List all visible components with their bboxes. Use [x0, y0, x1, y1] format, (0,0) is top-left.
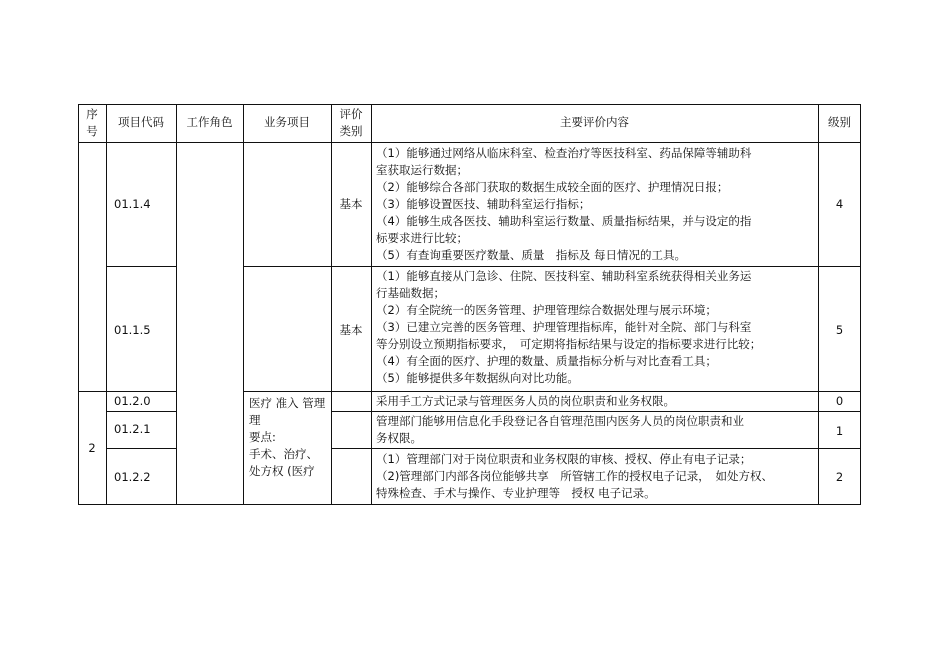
row-code: 01.2.0	[114, 394, 151, 408]
header-level: 级别	[828, 115, 851, 129]
row-level: 1	[835, 424, 844, 438]
row-code: 01.1.5	[114, 323, 151, 337]
row-level: 0	[835, 394, 844, 408]
row-content: （1）管理部门对于岗位职责和业务权限的审核、授权、停止有电子记录； （2)管理部门内部各岗位能够共享 所管辖工作的授权电子记录， 如处方权、 特殊检查、手术与操作、专业护理等 授权 电子记录。	[376, 452, 774, 500]
business-item: 医疗 准入 管理 理 要点: 手术、治疗、 处方权 (医疗	[249, 396, 326, 478]
row-code: 01.1.4	[114, 197, 151, 211]
header-code: 项目代码	[118, 115, 164, 129]
header-role: 工作角色	[186, 115, 233, 129]
row-content: 采用手工方式记录与管理医务人员的岗位职责和业务权限。	[376, 394, 675, 408]
row-code: 01.2.1	[114, 422, 151, 436]
header-content: 主要评价内容	[560, 115, 629, 129]
evaluation-table	[78, 104, 861, 504]
row-code: 01.2.2	[114, 470, 151, 484]
row-content: （1）能够通过网络从临床科室、检查治疗等医技科室、药品保障等辅助科 室获取运行数据； （2）能够综合各部门获取的数据生成较全面的医疗、护理情况日报； （3）能够设置医技、辅助科室运行指标； （4）能够生成各医技、辅助科室运行数量、质量指标结果，并与设定的指 标要求进行比较； （5）有查询重要医疗数量、质量 指标及 每日情况的工具。	[376, 146, 752, 262]
header-business: 业务项目	[264, 115, 310, 129]
group-seq: 2	[88, 441, 96, 455]
row-level: 2	[835, 470, 844, 484]
row-eval-type: 基本	[339, 323, 363, 337]
header-eval-type: 评价 类别	[339, 107, 363, 138]
header-seq: 序 号	[86, 107, 98, 138]
row-eval-type: 基本	[339, 197, 363, 211]
row-level: 5	[835, 323, 844, 337]
row-content: （1）能够直接从门急诊、住院、医技科室、辅助科室系统获得相关业务运 行基础数据； （2）有全院统一的医务管理、护理管理综合数据处理与展示环境； （3）已建立完善的医务管理、护理管理指标库，能针对全院、部门与科室 等分别设立预期指标要求， 可定期将指标结果与设定的指标要求进行比较； （4）有全面的医疗、护理的数量、质量指标分析与对比查看工具； （5）能够提供多年数据纵向对比功能。	[376, 269, 762, 385]
row-content: 管理部门能够用信息化手段登记各自管理范围内医务人员的岗位职责和业 务权限。	[376, 414, 744, 445]
row-level: 4	[835, 197, 844, 211]
